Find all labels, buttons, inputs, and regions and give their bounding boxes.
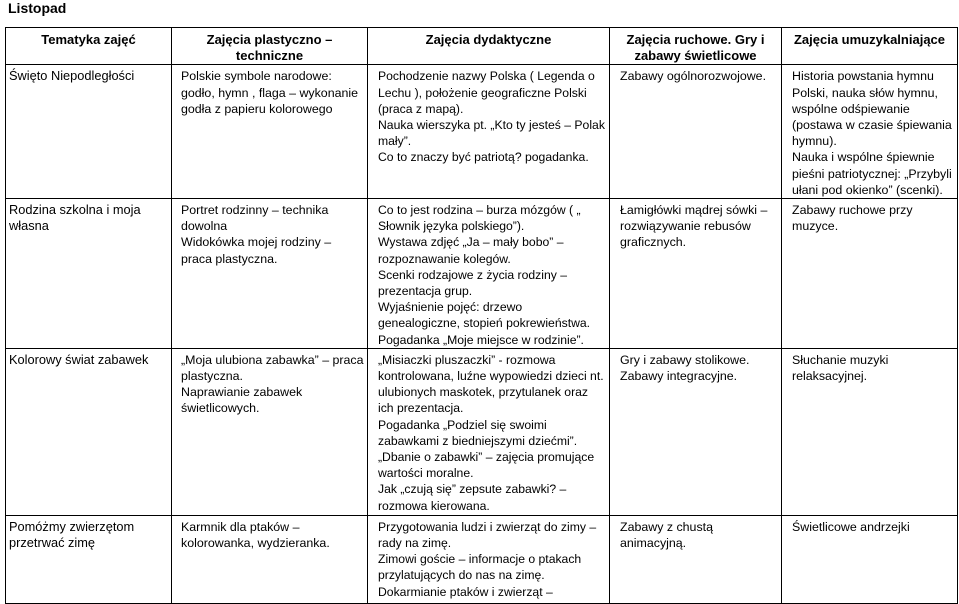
plan-table bbox=[5, 27, 958, 604]
dyd-cell bbox=[368, 515, 610, 603]
dyd-line: Przygotowania ludzi i zwierząt do zimy – rady na zimę. bbox=[378, 519, 597, 551]
plast-line: Portret rodzinny – technika dowolna bbox=[181, 203, 329, 234]
dyd-cell bbox=[368, 65, 610, 199]
muz-line: Historia powstania hymnu Polski, nauka słów hymnu, wspólne odśpiewanie (postawa w czasie śpiewania hymnu). bbox=[792, 69, 952, 149]
topic-cell: Rodzina szkolna i moja własna bbox=[6, 199, 172, 349]
muz-cell bbox=[782, 348, 958, 515]
muz-line: Nauka i wspólne śpiewnie pieśni patriotycznej: „Przybyli ułani pod okienko” (scenki). bbox=[792, 150, 952, 197]
dyd-line: Nauka wierszyka pt. „Kto ty jesteś – Polak mały”. bbox=[378, 118, 605, 149]
document-title: Listopad bbox=[8, 0, 67, 16]
plast-line: Widokówka mojej rodziny – praca plastyczna. bbox=[181, 235, 332, 266]
header-plastyczne: Zajęcia plastyczno – techniczne bbox=[172, 28, 368, 65]
header-tematyka: Tematyka zajęć bbox=[6, 28, 172, 65]
plast-cell: Polskie symbole narodowe: godło, hymn , flaga – wykonanie godła z papieru kolorowego bbox=[172, 65, 368, 199]
ruch-cell bbox=[610, 65, 782, 199]
muz-cell bbox=[782, 65, 958, 199]
topic-cell: Pomóżmy zwierzętom przetrwać zimę bbox=[6, 515, 172, 603]
plast-line: Naprawianie zabawek świetlicowych. bbox=[181, 385, 303, 416]
topic-cell: Kolorowy świat zabawek bbox=[6, 348, 172, 515]
dyd-line: Jak „czują się” zepsute zabawki? – rozmowa kierowana. bbox=[378, 482, 567, 513]
ruch-line: Łamigłówki mądrej sówki – rozwiązywanie rebusów graficznych. bbox=[620, 203, 768, 250]
dyd-line: Pogadanka „Moje miejsce w rodzinie”. bbox=[378, 332, 584, 347]
plast-cell bbox=[172, 199, 368, 349]
muz-cell bbox=[782, 515, 958, 603]
plast-cell bbox=[172, 515, 368, 603]
ruch-line: Zabawy z chustą animacyjną. bbox=[620, 519, 713, 551]
header-umuzykalniajace: Zajęcia umuzykalniające bbox=[782, 28, 958, 65]
plast-line: Karmnik dla ptaków – kolorowanka, wydzieranka. bbox=[181, 519, 330, 551]
header-dydaktyczne: Zajęcia dydaktyczne bbox=[368, 28, 610, 65]
dyd-line: Pochodzenie nazwy Polska ( Legenda o Lechu ), położenie geograficzne Polski (praca z mapą). bbox=[378, 69, 595, 116]
dyd-line: Scenki rodzajowe z życia rodziny – prezentacja grup. bbox=[378, 267, 567, 299]
header-ruchowe: Zajęcia ruchowe. Gry i zabawy świetlicowe bbox=[610, 28, 782, 65]
dyd-line: Zimowi goście – informacje o ptakach przylatujących do nas na zimę. bbox=[378, 552, 582, 583]
table-row bbox=[6, 348, 958, 515]
muz-cell bbox=[782, 199, 958, 349]
ruch-line: Zabawy integracyjne. bbox=[620, 369, 738, 384]
header-row bbox=[6, 28, 958, 65]
muz-line: Słuchanie muzyki relaksacyjnej. bbox=[792, 352, 889, 384]
table-row bbox=[6, 515, 958, 603]
dyd-cell bbox=[368, 199, 610, 349]
dyd-line: Pogadanka „Podziel się swoimi zabawkami z biedniejszymi dziećmi”. bbox=[378, 417, 578, 448]
muz-line: Świetlicowe andrzejki bbox=[792, 519, 910, 534]
dyd-line: Wystawa zdjęć „Ja – mały bobo” – rozpoznawanie kolegów. bbox=[378, 235, 564, 266]
plast-cell bbox=[172, 348, 368, 515]
muz-line: Zabawy ruchowe przy muzyce. bbox=[792, 203, 913, 234]
ruch-line: Gry i zabawy stolikowe. bbox=[620, 352, 750, 367]
dyd-line: „Misiaczki pluszaczki” - rozmowa kontrolowana, luźne wypowiedzi dzieci nt. ulubionych maskotek, przytulanek oraz ich prezentacja. bbox=[378, 352, 604, 416]
dyd-line: „Dbanie o zabawki” – zajęcia promujące wartości moralne. bbox=[378, 450, 595, 481]
dyd-line: Wyjaśnienie pojęć: drzewo genealogiczne, stopień pokrewieństwa. bbox=[378, 300, 591, 331]
ruch-line: Zabawy ogólnorozwojowe. bbox=[620, 69, 767, 84]
ruch-cell bbox=[610, 515, 782, 603]
dyd-line: Dokarmianie ptaków i zwierząt – bbox=[378, 584, 553, 599]
plast-line: „Moja ulubiona zabawka” – praca plastyczna. bbox=[181, 352, 364, 384]
dyd-cell bbox=[368, 348, 610, 515]
ruch-cell bbox=[610, 199, 782, 349]
table-row bbox=[6, 199, 958, 349]
table-row bbox=[6, 65, 958, 199]
ruch-cell bbox=[610, 348, 782, 515]
dyd-line: Co to jest rodzina – burza mózgów ( „ Słownik języka polskiego”). bbox=[378, 203, 581, 234]
dyd-line: Co to znaczy być patriotą? pogadanka. bbox=[378, 150, 589, 165]
topic-cell: Święto Niepodległości bbox=[6, 65, 172, 199]
